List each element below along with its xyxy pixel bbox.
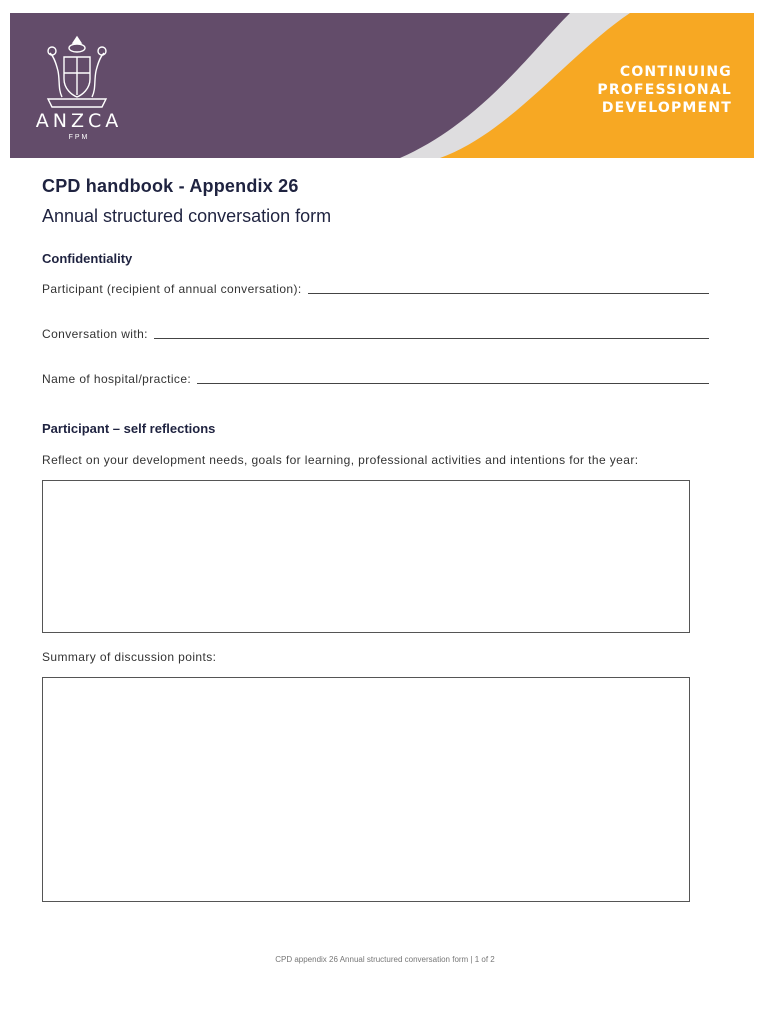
conversation-with-label: Conversation with: bbox=[42, 327, 148, 341]
reflect-prompt: Reflect on your development needs, goals for learning, professional activities and intentions for the year: bbox=[42, 453, 639, 467]
confidentiality-heading: Confidentiality bbox=[42, 251, 133, 266]
org-subtitle: FPM bbox=[68, 134, 90, 141]
summary-prompt: Summary of discussion points: bbox=[42, 650, 217, 664]
participant-input-line[interactable] bbox=[308, 281, 709, 294]
page-footer: CPD appendix 26 Annual structured conversation form | 1 of 2 bbox=[275, 955, 495, 964]
conversation-with-field[interactable] bbox=[42, 326, 709, 341]
self-reflections-heading: Participant – self reflections bbox=[42, 421, 216, 436]
conversation-with-input-line[interactable] bbox=[154, 326, 709, 339]
crest-logo bbox=[38, 33, 116, 111]
participant-field[interactable] bbox=[42, 281, 709, 296]
document-title: CPD handbook - Appendix 26 bbox=[42, 176, 299, 196]
document-subtitle: Annual structured conversation form bbox=[42, 206, 332, 226]
hospital-input-line[interactable] bbox=[197, 371, 709, 384]
participant-label: Participant (recipient of annual conversation): bbox=[42, 282, 302, 296]
summary-textbox[interactable] bbox=[42, 677, 690, 902]
coat-of-arms-icon bbox=[38, 33, 116, 111]
program-title-line-3: DEVELOPMENT bbox=[601, 100, 732, 116]
org-name: ANZCA bbox=[35, 110, 123, 132]
header-banner bbox=[10, 13, 754, 158]
program-title-line-1: CONTINUING bbox=[619, 64, 732, 80]
hospital-field[interactable] bbox=[42, 371, 709, 386]
program-title-line-2: PROFESSIONAL bbox=[597, 82, 732, 98]
program-title bbox=[597, 63, 732, 117]
hospital-label: Name of hospital/practice: bbox=[42, 372, 192, 386]
reflection-textbox[interactable] bbox=[42, 480, 690, 633]
